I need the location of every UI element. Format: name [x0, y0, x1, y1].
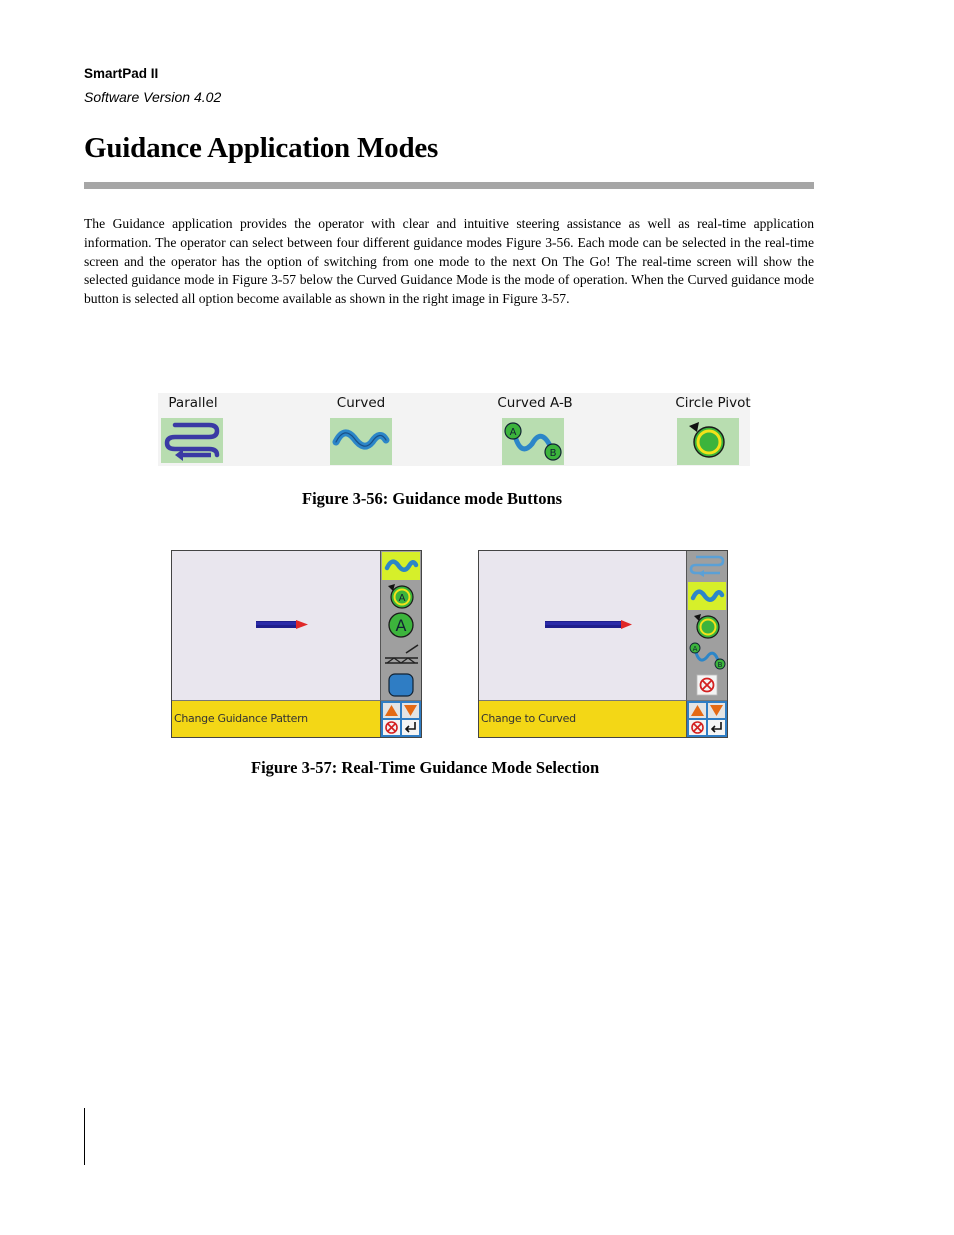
- mode-parallel: [158, 395, 228, 411]
- navigation-controls[interactable]: [380, 700, 421, 737]
- status-bar: [172, 700, 380, 737]
- curved-ab-guidance-icon[interactable]: [502, 418, 564, 465]
- status-message: Change to Curved: [481, 712, 576, 725]
- body-paragraph: The Guidance application provides the operator with clear and intuitive steering assistance as well as real-time application information. The operator can select between four different guidance modes Figure 3-56. Each mode can be selected in the real-time screen and the operator has the option of switching from one mode to the next On The Go! The real-time screen will show the selected guidance mode in Figure 3-57 below the Curved Guidance Mode is the mode of operation. When the Curved guidance mode button is selected all option become available as shown in the right image in Figure 3-57.: [84, 216, 814, 307]
- circle-pivot-a-icon[interactable]: [382, 582, 420, 610]
- mode-button-column: [686, 551, 727, 700]
- figure-56-caption: Figure 3-56: Guidance mode Buttons: [302, 489, 563, 508]
- status-bar: [479, 700, 686, 737]
- circle-pivot-guidance-icon[interactable]: [677, 418, 739, 465]
- mode-label-curved-ab: Curved A-B: [497, 395, 573, 411]
- guidance-mode-buttons-figure: [158, 393, 750, 466]
- guidance-map-view[interactable]: [172, 551, 380, 700]
- svg-text:A: A: [692, 645, 698, 653]
- status-message: Change Guidance Pattern: [174, 712, 308, 725]
- mode-circle-pivot: [668, 395, 758, 411]
- curved-guidance-icon[interactable]: [330, 418, 392, 465]
- title-rule: [84, 182, 814, 189]
- mode-label-parallel: Parallel: [168, 395, 218, 411]
- mode-button-column: [380, 551, 421, 700]
- a-point-icon[interactable]: [382, 611, 420, 639]
- mode-curved: [326, 395, 396, 411]
- curved-guidance-icon[interactable]: [382, 552, 420, 580]
- parallel-guidance-icon[interactable]: [161, 418, 223, 463]
- vehicle-arrow-icon: [172, 551, 380, 700]
- curved-ab-guidance-icon[interactable]: [688, 642, 726, 670]
- page-title: Guidance Application Modes: [84, 132, 439, 164]
- boom-sections-icon[interactable]: [382, 641, 420, 669]
- figure-57-caption: Figure 3-57: Real-Time Guidance Mode Selection: [251, 758, 600, 777]
- guidance-map-view[interactable]: [479, 551, 686, 700]
- field-boundary-icon[interactable]: [382, 671, 420, 699]
- header-version: Software Version 4.02: [84, 89, 222, 105]
- mode-curved-ab: [494, 395, 576, 411]
- realtime-screen-left: [171, 550, 422, 738]
- svg-text:A: A: [398, 593, 406, 604]
- circle-pivot-guidance-icon[interactable]: [688, 612, 726, 640]
- realtime-screen-right: [478, 550, 728, 738]
- svg-text:B: B: [717, 661, 723, 669]
- parallel-guidance-icon[interactable]: [688, 552, 726, 580]
- navigation-controls[interactable]: [686, 700, 727, 737]
- svg-text:A: A: [395, 616, 407, 635]
- mode-label-curved: Curved: [336, 395, 386, 411]
- cancel-icon[interactable]: [688, 671, 726, 699]
- vehicle-arrow-icon: [479, 551, 686, 700]
- curved-guidance-icon[interactable]: [688, 582, 726, 610]
- svg-text:B: B: [549, 448, 557, 459]
- mode-label-circle-pivot: Circle Pivot: [675, 395, 751, 411]
- header-product: SmartPad II: [84, 66, 159, 81]
- change-bar: [84, 1108, 85, 1165]
- svg-text:A: A: [509, 427, 517, 438]
